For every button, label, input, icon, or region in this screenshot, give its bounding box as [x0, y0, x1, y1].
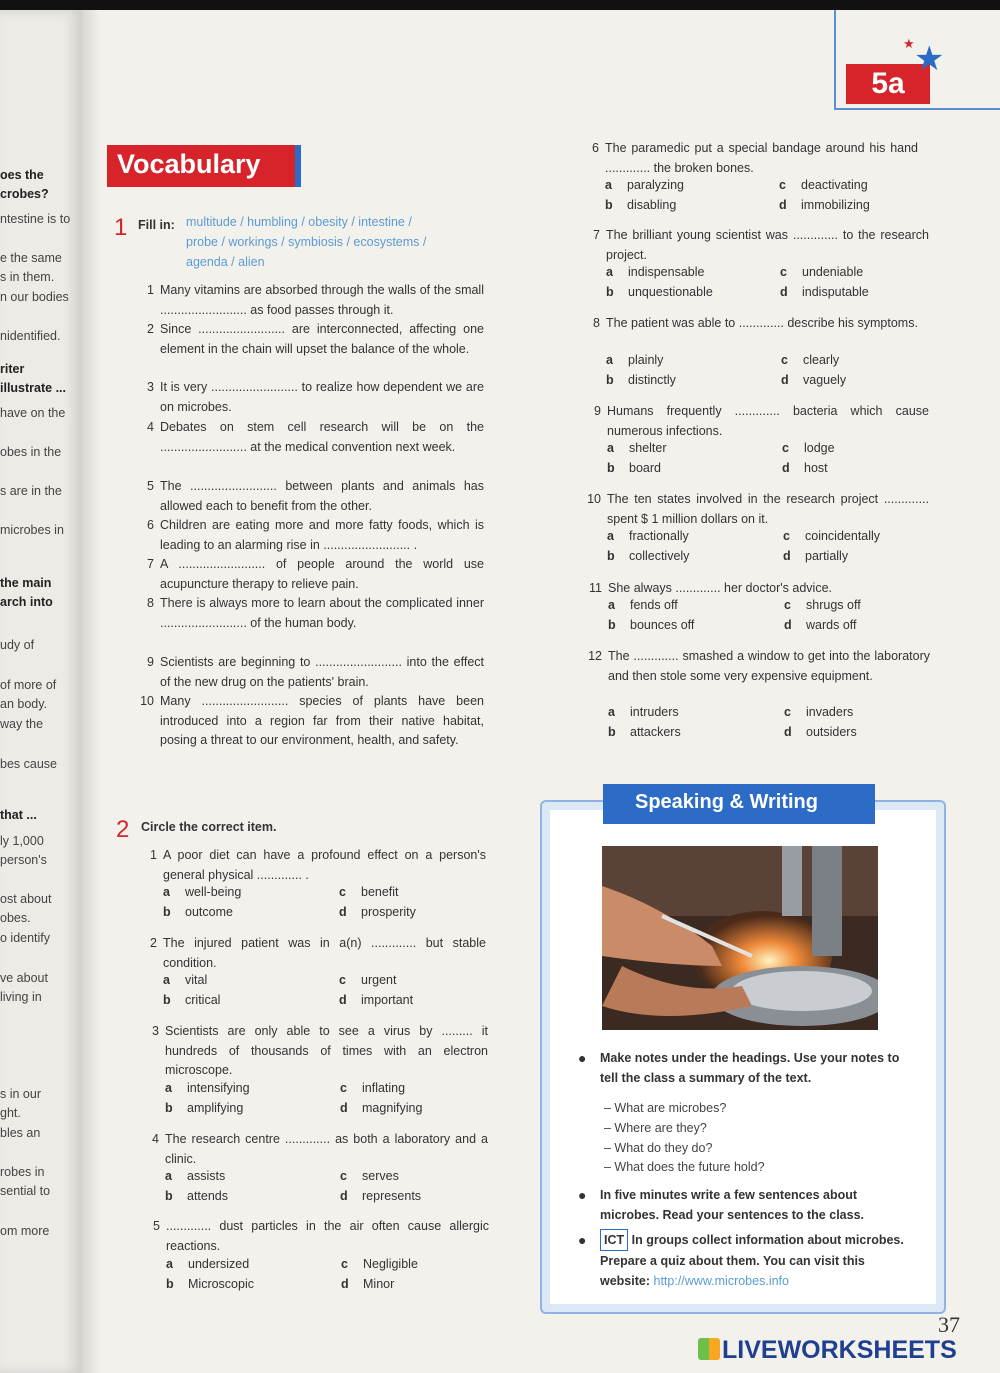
option-a[interactable] — [605, 178, 684, 192]
option-letter: d — [339, 905, 347, 919]
left-page-text: s are in the — [0, 484, 62, 498]
option-letter: b — [608, 725, 616, 739]
task-text: In groups collect information about microbes. Prepare a quiz about them. You can visit this website: — [600, 1233, 904, 1288]
item-number: 2 — [147, 322, 154, 336]
option-text: clearly — [803, 353, 840, 367]
option-a[interactable] — [163, 973, 207, 987]
item-text: Humans frequently ............. bacteria which cause numerous infections. — [607, 404, 929, 438]
option-b[interactable] — [163, 993, 220, 1007]
left-page-text: an body. — [0, 697, 48, 711]
option-letter: a — [606, 265, 613, 279]
item-number: 1 — [150, 848, 157, 862]
item-number: 8 — [593, 316, 600, 330]
option-text: shelter — [629, 441, 667, 455]
left-page-text: obes. — [0, 911, 31, 925]
option-letter: c — [339, 885, 346, 899]
option-letter: a — [165, 1081, 172, 1095]
exercise-number: 1 — [114, 214, 128, 241]
option-b[interactable] — [165, 1189, 228, 1203]
option-b[interactable] — [608, 618, 694, 632]
item-number: 12 — [588, 649, 602, 663]
exercise-instruction: Fill in: — [138, 218, 175, 232]
option-c[interactable] — [783, 529, 880, 543]
item-number: 3 — [147, 380, 154, 394]
option-letter: b — [606, 285, 614, 299]
left-page-text: of more of — [0, 678, 57, 692]
item-number: 11 — [589, 581, 602, 595]
option-text: critical — [185, 993, 221, 1007]
option-text: bounces off — [630, 618, 695, 632]
word-bank — [186, 212, 486, 272]
option-c[interactable] — [781, 353, 839, 367]
option-text: disabling — [627, 198, 677, 212]
left-page-text: n our bodies — [0, 290, 69, 304]
option-letter: a — [163, 885, 170, 899]
option-text: inflating — [362, 1081, 406, 1095]
fill-in-item — [147, 653, 484, 692]
item-number: 8 — [147, 596, 154, 610]
item-number: 1 — [147, 283, 154, 297]
left-page-text: udy of — [0, 638, 35, 652]
section-title: Speaking & Writing — [635, 791, 818, 813]
item-text: Scientists are beginning to ......................... into the effect of the new drug on the patients' brain. — [160, 655, 484, 689]
task-instruction — [600, 1229, 918, 1291]
option-text: urgent — [361, 973, 397, 987]
word-bank-line: probe / workings / symbiosis / ecosystems / — [186, 235, 427, 249]
fill-in-item — [147, 594, 484, 633]
option-letter: b — [163, 905, 171, 919]
multiple-choice-item — [150, 934, 486, 973]
left-page-fragment — [0, 10, 82, 1373]
left-page-text: bes cause — [0, 757, 57, 771]
left-page-text: o identify — [0, 931, 51, 945]
option-letter: a — [608, 705, 615, 719]
option-c[interactable] — [339, 885, 399, 899]
multiple-choice-item — [587, 490, 929, 529]
option-a[interactable] — [165, 1081, 250, 1095]
option-a[interactable] — [608, 705, 679, 719]
option-b[interactable] — [605, 198, 676, 212]
option-letter: a — [607, 441, 614, 455]
fill-in-item — [147, 555, 484, 594]
item-text: Since ......................... are interconnected, affecting one element in the chain will upset the balance of the whole. — [160, 322, 484, 356]
option-a[interactable] — [608, 598, 678, 612]
option-letter: d — [780, 285, 788, 299]
option-d[interactable] — [339, 993, 413, 1007]
option-text: important — [361, 993, 414, 1007]
option-letter: c — [780, 265, 787, 279]
left-page-text: robes in — [0, 1165, 45, 1179]
option-letter: d — [782, 461, 790, 475]
option-text: vital — [185, 973, 208, 987]
option-a[interactable] — [165, 1169, 225, 1183]
option-b[interactable] — [166, 1277, 254, 1291]
option-c[interactable] — [784, 598, 861, 612]
option-letter: b — [607, 549, 615, 563]
option-b[interactable] — [606, 373, 676, 387]
multiple-choice-item — [589, 579, 930, 599]
option-letter: d — [339, 993, 347, 1007]
left-page-text: person's — [0, 853, 47, 867]
option-letter: a — [605, 178, 612, 192]
option-text: fractionally — [629, 529, 689, 543]
option-letter: a — [607, 529, 614, 543]
note-heading: – What does the future hold? — [604, 1160, 765, 1174]
option-b[interactable] — [607, 549, 689, 563]
option-text: deactivating — [801, 178, 868, 192]
option-d[interactable] — [784, 725, 857, 739]
option-text: unquestionable — [628, 285, 713, 299]
option-a[interactable] — [607, 529, 689, 543]
left-page-text: ntestine is to — [0, 212, 71, 226]
fill-in-item — [147, 477, 484, 516]
item-text: The ............. smashed a window to get into the laboratory and then stole some very expensive equipment. — [608, 649, 930, 683]
option-letter: c — [340, 1169, 347, 1183]
task-instruction: Make notes under the headings. Use your notes to tell the class a summary of the text. — [600, 1051, 900, 1085]
item-number: 7 — [593, 228, 600, 242]
option-letter: d — [340, 1189, 348, 1203]
fill-in-item — [147, 320, 484, 359]
option-letter: c — [339, 973, 346, 987]
option-text: distinctly — [628, 373, 676, 387]
option-text: outsiders — [806, 725, 857, 739]
option-a[interactable] — [163, 885, 241, 899]
item-text: The research centre ............. as both a laboratory and a clinic. — [165, 1132, 488, 1166]
option-letter: a — [166, 1257, 173, 1271]
option-text: undeniable — [802, 265, 864, 279]
left-page-text: riter — [0, 362, 25, 376]
option-letter: d — [779, 198, 787, 212]
bullet-icon: ● — [578, 1050, 587, 1066]
left-page-text: nidentified. — [0, 329, 61, 343]
option-text: lodge — [804, 441, 835, 455]
option-b[interactable] — [606, 285, 713, 299]
item-text: Many ......................... species of plants have been introduced into a region far from their native habitat, posing a threat to our environment, health, and safety. — [160, 694, 484, 747]
item-text: A poor diet can have a profound effect on a person's general physical ............. . — [163, 848, 486, 882]
option-c[interactable] — [339, 973, 396, 987]
item-text: The paramedic put a special bandage around his hand ............. the broken bones. — [605, 141, 918, 175]
option-letter: d — [781, 373, 789, 387]
left-page-text: sential to — [0, 1184, 51, 1198]
option-text: immobilizing — [801, 198, 870, 212]
option-d[interactable] — [339, 905, 416, 919]
left-page-text: crobes? — [0, 187, 49, 201]
option-letter: a — [163, 973, 170, 987]
multiple-choice-item — [592, 139, 918, 178]
option-letter: d — [784, 618, 792, 632]
left-page-text: arch into — [0, 595, 53, 609]
option-text: partially — [805, 549, 849, 563]
option-text: undersized — [188, 1257, 250, 1271]
unit-badge: 5a — [846, 64, 930, 104]
star-icon: ★ — [903, 36, 915, 51]
note-heading: – What do they do? — [604, 1141, 713, 1155]
left-page-text: om more — [0, 1224, 50, 1238]
left-page-text: that ... — [0, 808, 37, 822]
item-text: A ......................... of people around the world use acupuncture therapy to relieve pain. — [160, 557, 484, 591]
item-text: The ten states involved in the research project ............. spent $ 1 million dollars on it. — [607, 492, 929, 526]
option-d[interactable] — [340, 1101, 422, 1115]
task-instruction: In five minutes write a few sentences about microbes. Read your sentences to the class. — [600, 1188, 864, 1222]
option-c[interactable] — [340, 1081, 405, 1095]
left-page-text: e the same — [0, 251, 62, 265]
left-page-text: living in — [0, 990, 42, 1004]
microscope-photo — [602, 846, 878, 1030]
option-letter: c — [784, 598, 791, 612]
fill-in-item — [147, 378, 484, 417]
item-text: The ......................... between plants and animals has allowed each to benefit from the other. — [160, 479, 484, 513]
option-text: indispensable — [628, 265, 705, 279]
option-d[interactable] — [341, 1277, 394, 1291]
option-letter: d — [341, 1277, 349, 1291]
item-number: 7 — [147, 557, 154, 571]
bullet-icon: ● — [578, 1232, 587, 1248]
option-text: coincidentally — [805, 529, 881, 543]
item-number: 4 — [152, 1132, 159, 1146]
item-text: She always ............. her doctor's advice. — [608, 581, 833, 595]
option-text: well-being — [185, 885, 242, 899]
left-page-text: s in our — [0, 1087, 41, 1101]
fill-in-item — [140, 692, 484, 751]
left-page-text: ost about — [0, 892, 52, 906]
multiple-choice-item — [153, 1217, 489, 1256]
option-letter: b — [608, 618, 616, 632]
item-number: 10 — [587, 492, 601, 506]
option-letter: b — [165, 1189, 173, 1203]
item-number: 6 — [592, 141, 599, 155]
option-c[interactable] — [780, 265, 863, 279]
left-page-text: bles an — [0, 1126, 41, 1140]
left-page-text: obes in the — [0, 445, 62, 459]
option-letter: c — [340, 1081, 347, 1095]
option-text: intruders — [630, 705, 679, 719]
option-a[interactable] — [606, 353, 663, 367]
item-number: 5 — [153, 1219, 160, 1233]
option-text: attackers — [630, 725, 681, 739]
option-letter: c — [784, 705, 791, 719]
option-d[interactable] — [783, 549, 848, 563]
option-text: outcome — [185, 905, 233, 919]
speaking-writing-header — [603, 784, 875, 824]
item-text: Scientists are only able to see a virus by ......... it hundreds of thousands of times with an electron microscope. — [165, 1024, 488, 1077]
option-text: Minor — [363, 1277, 395, 1291]
multiple-choice-item — [593, 226, 929, 265]
item-number: 4 — [147, 420, 154, 434]
option-a[interactable] — [166, 1257, 249, 1271]
page-number: 37 — [938, 1312, 960, 1337]
left-page-text: ght. — [0, 1106, 21, 1120]
option-d[interactable] — [782, 461, 828, 475]
option-text: serves — [362, 1169, 399, 1183]
option-text: plainly — [628, 353, 664, 367]
option-a[interactable] — [606, 265, 704, 279]
option-c[interactable] — [341, 1257, 418, 1271]
left-page-text: way the — [0, 717, 44, 731]
note-heading: – What are microbes? — [604, 1101, 727, 1115]
option-text: indisputable — [802, 285, 869, 299]
note-heading: – Where are they? — [604, 1121, 707, 1135]
option-letter: b — [165, 1101, 173, 1115]
left-page-text: the main — [0, 576, 52, 590]
option-text: vaguely — [803, 373, 847, 387]
option-letter: c — [783, 529, 790, 543]
item-number: 3 — [152, 1024, 159, 1038]
logo-icon — [698, 1338, 720, 1360]
item-text: ............. dust particles in the air often cause allergic reactions. — [166, 1219, 489, 1253]
vocabulary-header — [107, 145, 295, 187]
option-letter: b — [166, 1277, 174, 1291]
item-text: Many vitamins are absorbed through the walls of the small ......................... as food passes through it. — [160, 283, 484, 317]
option-letter: d — [784, 725, 792, 739]
website-link[interactable]: http://www.microbes.info — [653, 1274, 789, 1288]
option-text: assists — [187, 1169, 226, 1183]
multiple-choice-item — [150, 846, 486, 885]
item-text: Children are eating more and more fatty foods, which is leading to an alarming rise in ......................... . — [160, 518, 484, 552]
ict-label: ICT — [600, 1229, 628, 1251]
item-number: 9 — [147, 655, 154, 669]
item-number: 9 — [594, 404, 601, 418]
option-letter: b — [606, 373, 614, 387]
option-text: host — [804, 461, 828, 475]
multiple-choice-item — [588, 647, 930, 686]
left-page-text: s in them. — [0, 270, 55, 284]
item-text: There is always more to learn about the complicated inner ......................... of the human body. — [160, 596, 484, 630]
top-border — [0, 0, 1000, 10]
option-text: invaders — [806, 705, 854, 719]
option-d[interactable] — [780, 285, 869, 299]
multiple-choice-item — [152, 1130, 488, 1169]
option-d[interactable] — [781, 373, 846, 387]
item-text: The patient was able to ............. describe his symptoms. — [606, 316, 918, 330]
item-text: The brilliant young scientist was ............. to the research project. — [606, 228, 929, 262]
option-letter: b — [163, 993, 171, 1007]
option-c[interactable] — [784, 705, 853, 719]
option-text: benefit — [361, 885, 399, 899]
item-text: The injured patient was in a(n) ............. but stable condition. — [163, 936, 486, 970]
item-number: 5 — [147, 479, 154, 493]
option-letter: b — [605, 198, 613, 212]
left-page-text: illustrate ... — [0, 381, 66, 395]
option-b[interactable] — [608, 725, 681, 739]
option-text: prosperity — [361, 905, 416, 919]
option-c[interactable] — [782, 441, 835, 455]
bullet-icon: ● — [578, 1187, 587, 1203]
left-page-text: ve about — [0, 971, 48, 985]
item-number: 10 — [140, 694, 154, 708]
item-text: Debates on stem cell research will be on the ......................... at the medical convention next week. — [160, 420, 484, 454]
option-letter: a — [608, 598, 615, 612]
section-title: Vocabulary — [117, 149, 261, 179]
fill-in-item — [147, 418, 484, 457]
option-text: fends off — [630, 598, 678, 612]
option-b[interactable] — [165, 1101, 243, 1115]
option-letter: b — [607, 461, 615, 475]
watermark-text: LIVEWORKSHEETS — [722, 1336, 957, 1364]
option-text: attends — [187, 1189, 229, 1203]
option-letter: a — [606, 353, 613, 367]
left-page-text: microbes in — [0, 523, 64, 537]
option-letter: d — [340, 1101, 348, 1115]
watermark-logo — [698, 1336, 957, 1365]
option-letter: c — [781, 353, 788, 367]
option-text: Negligible — [363, 1257, 418, 1271]
page-gutter — [82, 10, 100, 1373]
option-letter: d — [783, 549, 791, 563]
star-icon: ★ — [914, 40, 945, 78]
option-letter: c — [341, 1257, 348, 1271]
option-text: wards off — [806, 618, 857, 632]
option-d[interactable] — [340, 1189, 421, 1203]
word-bank-line: multitude / humbling / obesity / intestine / — [186, 215, 412, 229]
fill-in-item — [147, 281, 484, 320]
fill-in-item — [147, 516, 484, 555]
option-d[interactable] — [784, 618, 857, 632]
multiple-choice-item — [593, 314, 929, 334]
option-letter: a — [165, 1169, 172, 1183]
option-d[interactable] — [779, 198, 870, 212]
option-text: collectively — [629, 549, 690, 563]
option-text: intensifying — [187, 1081, 250, 1095]
exercise-instruction: Circle the correct item. — [141, 820, 277, 834]
item-number: 2 — [150, 936, 157, 950]
option-text: amplifying — [187, 1101, 244, 1115]
option-text: board — [629, 461, 661, 475]
option-text: represents — [362, 1189, 422, 1203]
option-letter: c — [782, 441, 789, 455]
left-page-text: oes the — [0, 168, 44, 182]
left-page-text: ly 1,000 — [0, 834, 44, 848]
option-text: shrugs off — [806, 598, 861, 612]
exercise-number: 2 — [116, 816, 130, 843]
option-c[interactable] — [779, 178, 868, 192]
option-a[interactable] — [607, 441, 667, 455]
word-bank-line: agenda / alien — [186, 255, 265, 269]
option-c[interactable] — [340, 1169, 399, 1183]
item-number: 6 — [147, 518, 154, 532]
option-text: Microscopic — [188, 1277, 254, 1291]
option-text: magnifying — [362, 1101, 423, 1115]
option-letter: c — [779, 178, 786, 192]
option-b[interactable] — [607, 461, 661, 475]
option-b[interactable] — [163, 905, 233, 919]
left-page-text: have on the — [0, 406, 66, 420]
multiple-choice-item — [152, 1022, 488, 1081]
option-text: paralyzing — [627, 178, 684, 192]
item-text: It is very ......................... to realize how dependent we are on microbes. — [160, 380, 484, 414]
multiple-choice-item — [594, 402, 929, 441]
